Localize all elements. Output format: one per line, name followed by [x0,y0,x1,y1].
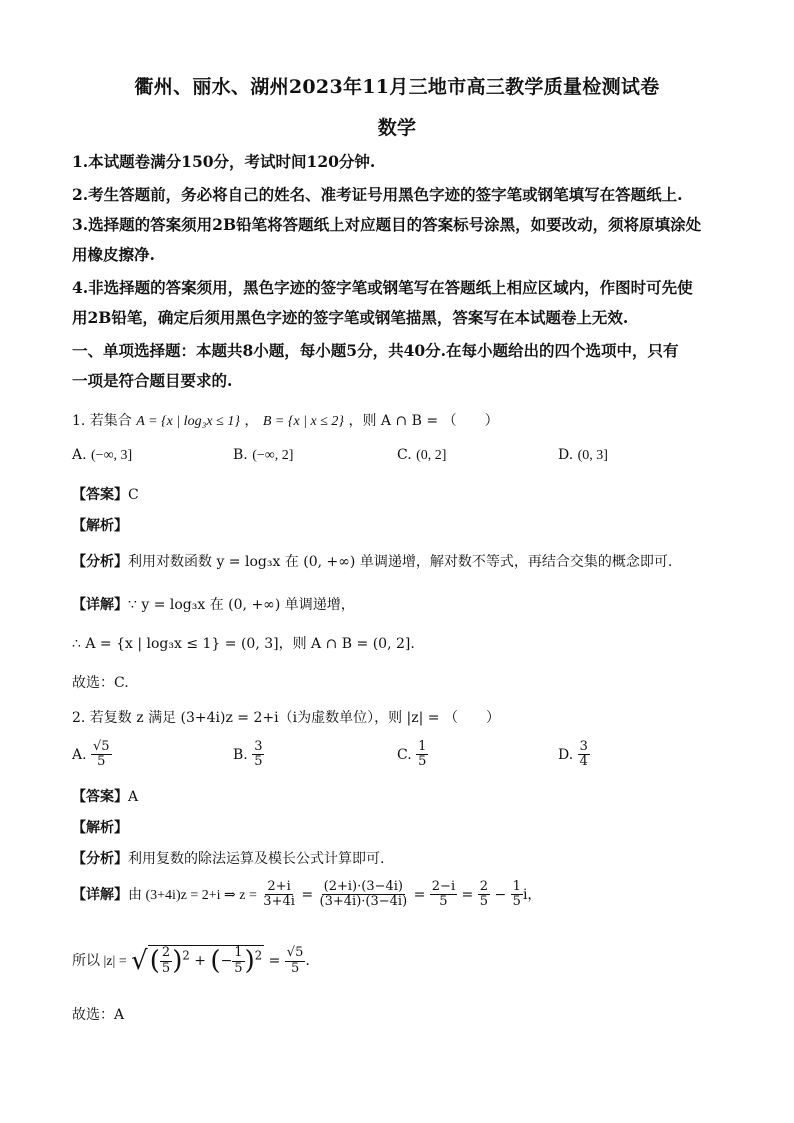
q1-stem [72,410,499,430]
q2-fenxi-text: 利用复数的除法运算及模长公式计算即可. [128,851,385,867]
q1-set-a: A = {x | log₃x ≤ 1} [136,414,240,429]
q2-option-b-num: 3 [254,739,263,754]
q2-fenxi [72,848,384,868]
q2-frac-1-num: 2+i [267,879,291,894]
q2-frac-3 [430,880,457,910]
q2-frac-1-den: 3+4i [263,894,295,910]
section-heading: 一、单项选择题：本题共8小题，每小题5分，共40分.在每小题给出的四个选项中，只有 [72,341,679,360]
q1-answer [72,484,139,504]
q2-frac-1 [261,880,297,910]
q1-choose [72,672,129,692]
q2-frac-4 [478,880,490,910]
q1-analysis-head: 【解析】 [72,518,128,534]
q1-fenxi [72,551,672,571]
q2-frac-3-den: 5 [439,894,448,910]
q2-option-a-num: √5 [93,739,110,754]
subject-title: 数学 [377,117,417,139]
q1-option-a [72,447,132,464]
q2-detail-tail: i， [522,886,542,903]
q2-option-c [397,740,428,770]
q2-sqrt-frac-b-den: 5 [234,960,243,976]
q2-frac-2-num: (2+i)·(3−4i) [323,879,403,894]
q1-option-b-letter: B. [233,447,248,463]
q2-sqrt-frac-a-num: 2 [161,945,171,961]
q2-option-a-letter: A. [72,746,87,763]
q2-option-a [72,740,112,770]
q2-sqrt-frac-b-num: 1 [234,945,243,961]
q2-option-d-den: 4 [579,754,588,770]
q2-option-d [558,740,590,770]
q1-option-c [397,447,446,464]
q2-detail-label: 【详解】 [72,886,128,903]
q2-frac-2-den: (3+4i)·(3−4i) [319,894,408,910]
q1-stem-prefix: 1. 若集合 [72,413,132,429]
q1-choose-label: 故选： [72,675,114,691]
q1-detail-label: 【详解】 [72,597,128,613]
q1-comma: ， [244,413,259,429]
q2-sqrt-body: ( $\frac{2}{5}$ )$^2$ + (− $\frac{1}{5}$ )$^2$ [149,945,263,976]
q2-frac-5-den: 5 [512,894,521,910]
q2-choose-label: 故选： [72,1007,114,1023]
q1-choose-value: C. [114,675,129,691]
note-3: 3.选择题的答案须用2B铅笔将答题纸上对应题目的答案标号涂黑，如要改动，须将原填涂处 [72,215,702,234]
q2-frac-4-den: 5 [479,894,489,910]
q2-answer [72,786,138,806]
q2-option-b-letter: B. [233,746,248,763]
q2-answer-label: 【答案】 [72,789,128,805]
q2-option-c-fraction [416,740,428,770]
q1-option-b [233,447,293,464]
note-3-cont: 用橡皮擦净. [72,245,155,264]
q1-option-c-text: (0, 2] [416,448,447,463]
q1-fenxi-label: 【分析】 [72,554,128,570]
q1-option-d [558,447,608,464]
q2-choose-value: A [114,1007,125,1023]
q2-result-num: √5 [286,945,304,961]
q2-frac-5-num: 1 [512,879,521,894]
q1-detail-text: ∵ y = log₃x 在 (0, +∞) 单调递增， [128,597,355,613]
q2-option-d-letter: D. [558,746,574,763]
q2-frac-5 [511,880,523,910]
q1-set-b: B = {x | x ≤ 2} [262,414,344,429]
q2-fenxi-label: 【分析】 [72,851,128,867]
q2-option-d-num: 3 [579,739,588,754]
q2-option-c-letter: C. [397,746,412,763]
q1-option-d-letter: D. [558,447,574,463]
q2-result-den: 5 [290,960,300,976]
q1-option-b-text: (−∞, 2] [252,448,294,463]
note-1: 1.本试题卷满分150分，考试时间120分钟. [72,152,376,171]
q2-option-b [233,740,264,770]
q2-option-b-fraction [252,740,264,770]
exam-title: 衢州、丽水、湖州2023年11月三地市高三教学质量检测试卷 [134,76,660,98]
q1-option-a-letter: A. [72,447,87,463]
q2-frac-2 [318,880,410,910]
note-4: 4.非选择题的答案须用，黑色字迹的签字笔或钢笔写在答题纸上相应区域内，作图时可先使 [72,278,693,297]
q2-option-a-fraction [91,740,112,770]
q2-sqrt-frac-a-den: 5 [161,960,171,976]
note-4-cont: 用2B铅笔，确定后须用黑色字迹的签字笔或钢笔描黑，答案写在本试题卷上无效. [72,308,629,327]
q2-option-c-num: 1 [418,739,427,754]
q1-option-d-text: (0, 3] [577,448,608,463]
q2-option-c-den: 5 [418,754,427,770]
q1-option-a-text: (−∞, 3] [91,448,133,463]
q2-analysis-head: 【解析】 [72,820,128,836]
q2-frac-3-num: 2−i [431,879,456,894]
q1-fenxi-text: 利用对数函数 y = log₃x 在 (0, +∞) 单调递增，解对数不等式，再结合交集的概念即可. [128,554,673,570]
q1-stem-suffix: ，则 A ∩ B = （ ） [348,413,499,429]
q2-stem: 2. 若复数 z 满足 (3+4i)z = 2+i（i为虚数单位），则 |z| = （ ） [72,710,500,726]
q1-therefore: ∴ A = {x | log₃x ≤ 1} = (0, 3]，则 A ∩ B = (0, 2]. [72,636,415,652]
q1-answer-value: C [128,487,139,503]
q2-detail-prefix: 由 (3+4i)z = 2+i ⇒ z = [128,887,257,903]
q2-option-a-den: 5 [97,754,106,770]
q2-sqrt-frac-b [232,946,244,976]
note-2: 2.考生答题前，务必将自己的姓名、准考证号用黑色字迹的签字笔或钢笔填写在答题纸上. [72,185,683,204]
q2-option-b-den: 5 [254,754,263,770]
q2-so-prefix: 所以 |z| = [72,954,127,969]
q2-sqrt-frac-a [160,946,172,976]
q1-answer-label: 【答案】 [72,487,128,503]
section-heading-cont: 一项是符合题目要求的. [72,371,233,390]
q2-choose [72,1004,124,1024]
q2-detail: 【详解】由 (3+4i)z = 2+i ⇒ z = $\frac{2+i}{3+4i}$ = $\frac{(2+i)\cdot(3-4i)}{(3+4i)\cdot(3-4i)}$ = $\frac{2-i}{5}$ = $\frac{2}{5}$ − $\frac{1}{5}$ i， [72,879,542,910]
q2-option-d-fraction [578,740,590,770]
q2-result-frac [285,946,306,976]
q2-modulus: 所以 |z| = √( $\frac{2}{5}$ )$^2$ + (− $\frac{1}{5}$ )$^2$ = $\frac{√5}{5}$ . [72,945,310,976]
q2-answer-value: A [128,789,139,805]
q1-option-c-letter: C. [397,447,412,463]
q1-detail [72,594,355,614]
q2-frac-4-num: 2 [479,879,489,894]
